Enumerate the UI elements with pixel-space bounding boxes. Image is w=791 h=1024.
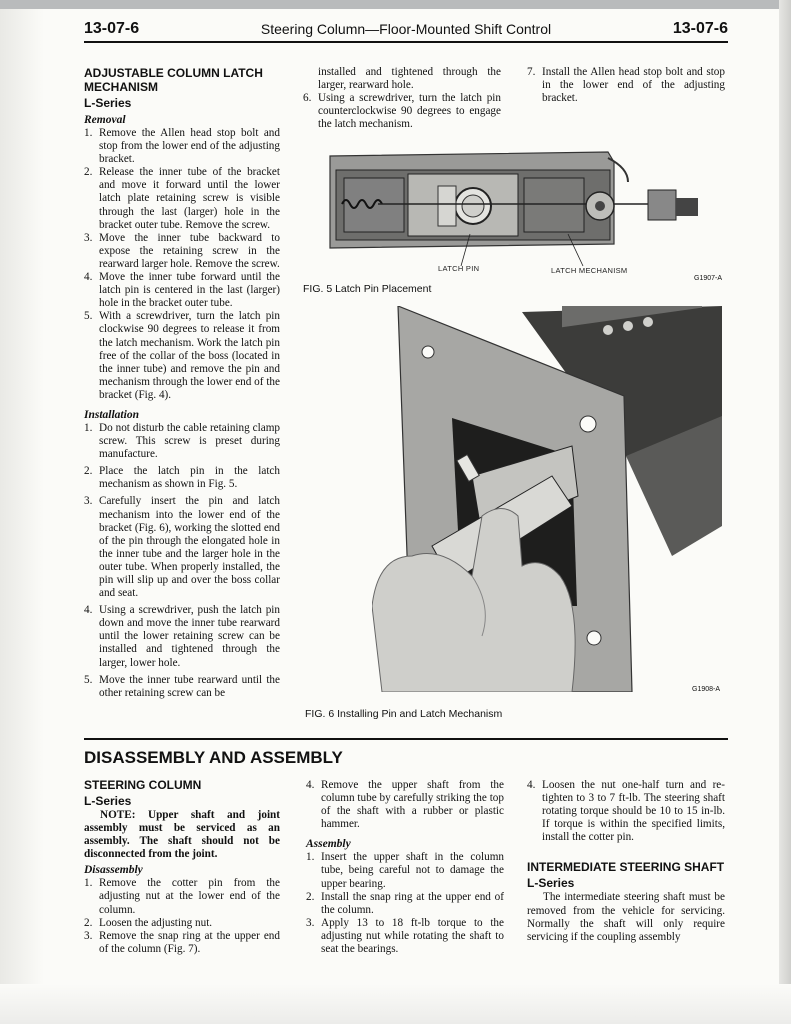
continued-steps: [303, 92, 501, 131]
section-rule: [84, 738, 728, 740]
latch-step-7: [527, 66, 725, 105]
latch-heading: ADJUSTABLE COLUMN LATCH MECHANISM: [84, 66, 263, 94]
list-item: 4. Loosen the nut one-half turn and re-tighten to 3 to 7 ft-lb. The steering shaft rotating torque should be 10 to 15 in-lb. If torque is within the specified limits, install the cotter pin.: [527, 779, 725, 844]
list-item: 4. Using a screwdriver, push the latch pin down and move the inner tube rearward until the lower retaining screw can be installed and tightened through the larger, lower hole.: [84, 604, 280, 669]
intermediate-heading: INTERMEDIATE STEERING SHAFT: [527, 860, 725, 875]
removal-steps: [84, 127, 280, 402]
fig6-caption: FIG. 6 Installing Pin and Latch Mechanism: [305, 708, 503, 720]
steering-column-section: [84, 778, 280, 956]
list-item: 3. Apply 13 to 18 ft-lb torque to the adjusting nut while rotating the shaft to seat the bearings.: [306, 916, 504, 956]
list-item: 2. Place the latch pin in the latch mechanism as shown in Fig. 5.: [84, 465, 280, 491]
disassembly-steps: [84, 877, 280, 956]
installation-steps: [84, 422, 280, 700]
steering-column-cont: [306, 779, 504, 956]
continued-text: installed and tightened through the larger, rearward hole.: [318, 66, 501, 92]
list-item: 2. Release the inner tube of the bracket and move it forward until the lower latch plate retaining screw is visible through the last (larger) hole in the bracket outer tube. Remove the screw.: [84, 166, 280, 231]
steering-note: NOTE: Upper shaft and joint assembly must be serviced as an assembly. The shaft should not be disconnected from the joint.: [84, 809, 280, 861]
fig5-code: G1907-A: [694, 275, 723, 282]
continued-steps-2: [527, 66, 725, 105]
steering-heading: STEERING COLUMN: [84, 778, 202, 792]
disassembly-steps-cont: [306, 779, 504, 831]
list-item: 1. Remove the cotter pin from the adjusting nut at the lower end of the column.: [84, 877, 280, 916]
page-number-right: 13-07-6: [672, 20, 728, 37]
bottom-shadow: [0, 984, 791, 1024]
header-rule: [84, 41, 728, 43]
fig5-caption: FIG. 5 Latch Pin Placement: [303, 283, 432, 295]
page-title: Steering Column—Floor-Mounted Shift Control: [260, 21, 552, 37]
list-item: 2. Install the snap ring at the upper end of the column.: [306, 890, 504, 916]
list-item: 5. With a screwdriver, turn the latch pin clockwise 90 degrees to release it from the latch mechanism. Work the latch pin free of the collar of the boss (located in the inner tube) and remove the pin and mechanism through the lower end of the bracket (Fig. 4).: [84, 310, 280, 401]
list-item: 1. Do not disturb the cable retaining clamp screw. This screw is preset during manufacture.: [84, 421, 280, 461]
label-latch-mechanism: LATCH MECHANISM: [551, 266, 628, 275]
list-item: 3. Carefully insert the pin and latch mechanism into the lower end of the bracket (Fig. 6), working the slotted end of the pin through the elongated hole in the inner tube and the larger hole in the outer tube. When properly installed, the pin will slip up and over the boss collar and seat.: [84, 495, 280, 600]
list-item: 7. Install the Allen head stop bolt and stop in the lower end of the adjusting bracket.: [527, 66, 725, 105]
assembly-steps-cont: [527, 779, 725, 844]
intermediate-text: The intermediate steering shaft must be removed from the vehicle for servicing. Normally the shaft will only require servicing if the coupling assembly: [527, 891, 725, 943]
page-header: [84, 20, 728, 42]
steering-series: L-Series: [84, 794, 132, 808]
assembly-title: Assembly: [306, 838, 351, 851]
fig6-code: G1908-A: [692, 686, 721, 693]
removal-title: Removal: [84, 114, 126, 126]
list-item: 6. Using a screwdriver, turn the latch pin counterclockwise 90 degrees to engage the latch mechanism.: [303, 92, 501, 131]
fig6-installing-pin-photo: [372, 306, 724, 692]
list-item: 2. Loosen the adjusting nut.: [84, 916, 213, 929]
list-item: 4. Remove the upper shaft from the column tube by carefully striking the top of the shaft with a rubber or plastic hammer.: [306, 779, 504, 831]
list-item: 3. Move the inner tube backward to expose the retaining screw in the rearward larger hole. Remove the screw.: [84, 231, 280, 270]
list-item: 1. Remove the Allen head stop bolt and stop from the lower end of the adjusting bracket.: [84, 127, 280, 166]
installation-title: Installation: [84, 408, 139, 421]
latch-section: [84, 66, 280, 700]
list-item: 5. Move the inner tube rearward until the other retaining screw can be: [84, 673, 280, 699]
intermediate-series: L-Series: [527, 876, 575, 891]
latch-continued: [303, 66, 501, 131]
list-item: 4. Move the inner tube forward until the latch pin is centered in the last (larger) hole in the bracket outer tube.: [84, 271, 280, 310]
right-border: [779, 0, 791, 1024]
page-edge-shadow: [0, 0, 44, 1024]
label-latch-pin: LATCH PIN: [438, 264, 480, 273]
disassembly-title: Disassembly: [84, 864, 143, 877]
page-number-left: 13-07-6: [84, 20, 140, 37]
list-item: 1. Insert the upper shaft in the column tube, being careful not to damage the upper bearing.: [306, 851, 504, 890]
latch-series: L-Series: [84, 96, 132, 110]
assembly-steps: [306, 851, 504, 956]
list-item: 3. Remove the snap ring at the upper end of the column (Fig. 7).: [84, 929, 280, 955]
top-border: [0, 0, 791, 9]
assembly-cont: [527, 779, 725, 944]
disassembly-heading: DISASSEMBLY AND ASSEMBLY: [84, 748, 343, 767]
fig5-latch-pin-photo: [318, 148, 718, 270]
